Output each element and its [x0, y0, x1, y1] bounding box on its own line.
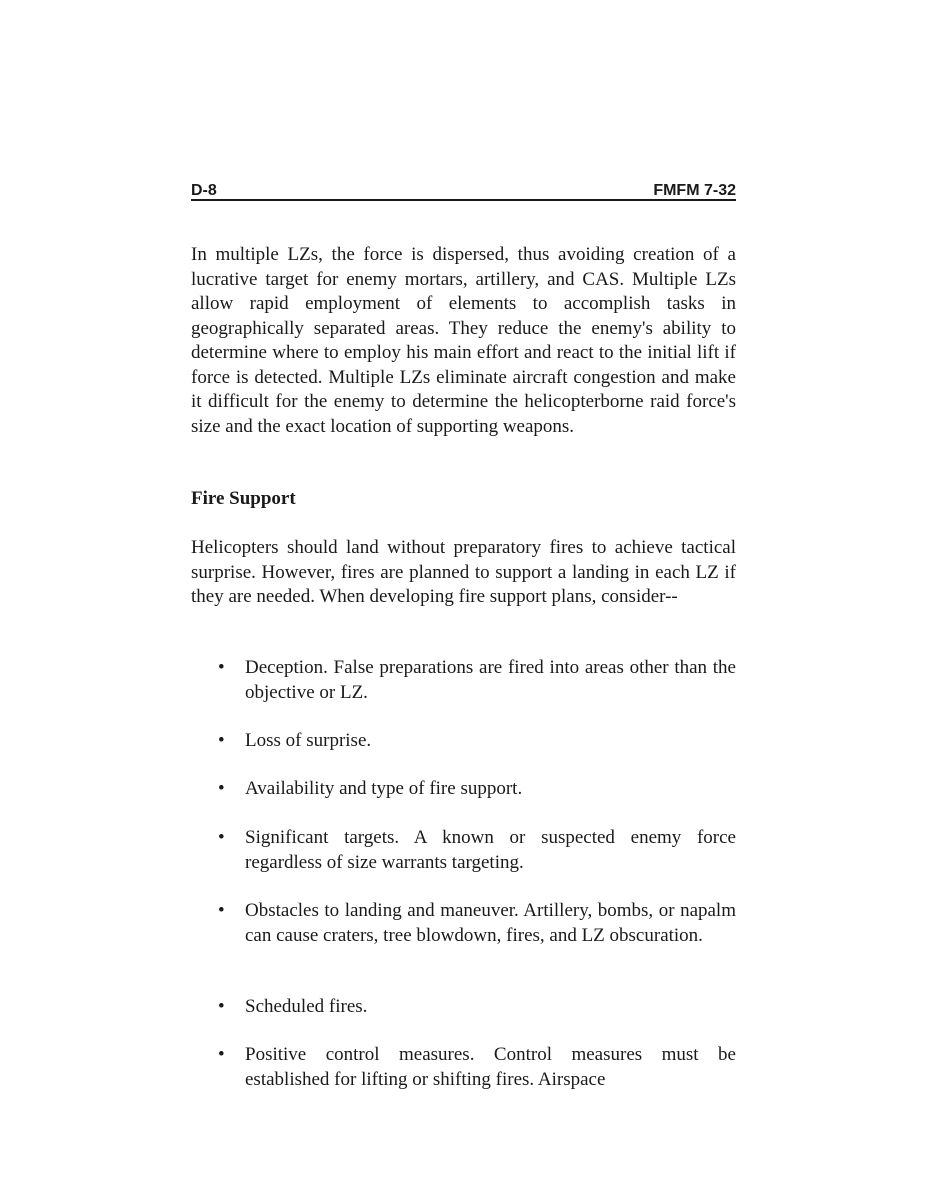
- bullet-icon: •: [218, 1044, 225, 1065]
- bullet-icon: •: [218, 996, 225, 1017]
- section-heading-fire-support: Fire Support: [191, 488, 296, 509]
- bullet-icon: •: [218, 778, 225, 799]
- list-item: [191, 656, 736, 705]
- list-item-text: Obstacles to landing and maneuver. Artillery, bombs, or napalm can cause craters, tree blowdown, fires, and LZ obscuration.: [245, 900, 736, 946]
- list-item: [191, 777, 736, 802]
- list-item-text: Availability and type of fire support.: [245, 778, 523, 799]
- bullet-icon: •: [218, 730, 225, 751]
- list-item-text: Scheduled fires.: [245, 996, 368, 1017]
- bullet-icon: •: [218, 900, 225, 921]
- list-item: [191, 995, 736, 1020]
- list-item: [191, 826, 736, 875]
- list-item: [191, 899, 736, 948]
- list-item-text: Significant targets. A known or suspected enemy force regardless of size warrants targeting.: [245, 827, 736, 873]
- list-item: [191, 729, 736, 754]
- header-rule: [191, 199, 736, 201]
- page-header: [191, 181, 736, 201]
- page-number: D-8: [191, 182, 217, 199]
- list-item: [191, 1043, 736, 1092]
- list-item-text: Deception. False preparations are fired into areas other than the objective or LZ.: [245, 657, 736, 703]
- bullet-icon: •: [218, 657, 225, 678]
- bullet-icon: •: [218, 827, 225, 848]
- list-item-text: Loss of surprise.: [245, 730, 372, 751]
- paragraph-fire-support: Helicopters should land without preparatory fires to achieve tactical surprise. However, fires are planned to support a landing in each LZ if they are needed. When developing fire support plans, consider--: [191, 537, 736, 607]
- paragraph-multiple-lzs: In multiple LZs, the force is dispersed, thus avoiding creation of a lucrative target for enemy mortars, artillery, and CAS. Multiple LZs allow rapid employment of elements to accomplish tasks in geographically separated areas. They reduce the enemy's ability to determine where to employ his main effort and react to the initial lift if force is detected. Multiple LZs eliminate aircraft congestion and make it difficult for the enemy to determine the helicopterborne raid force's size and the exact location of supporting weapons.: [191, 244, 736, 437]
- list-item-text: Positive control measures. Control measures must be established for lifting or shifting fires. Airspace: [245, 1044, 736, 1090]
- document-id: FMFM 7-32: [653, 182, 736, 199]
